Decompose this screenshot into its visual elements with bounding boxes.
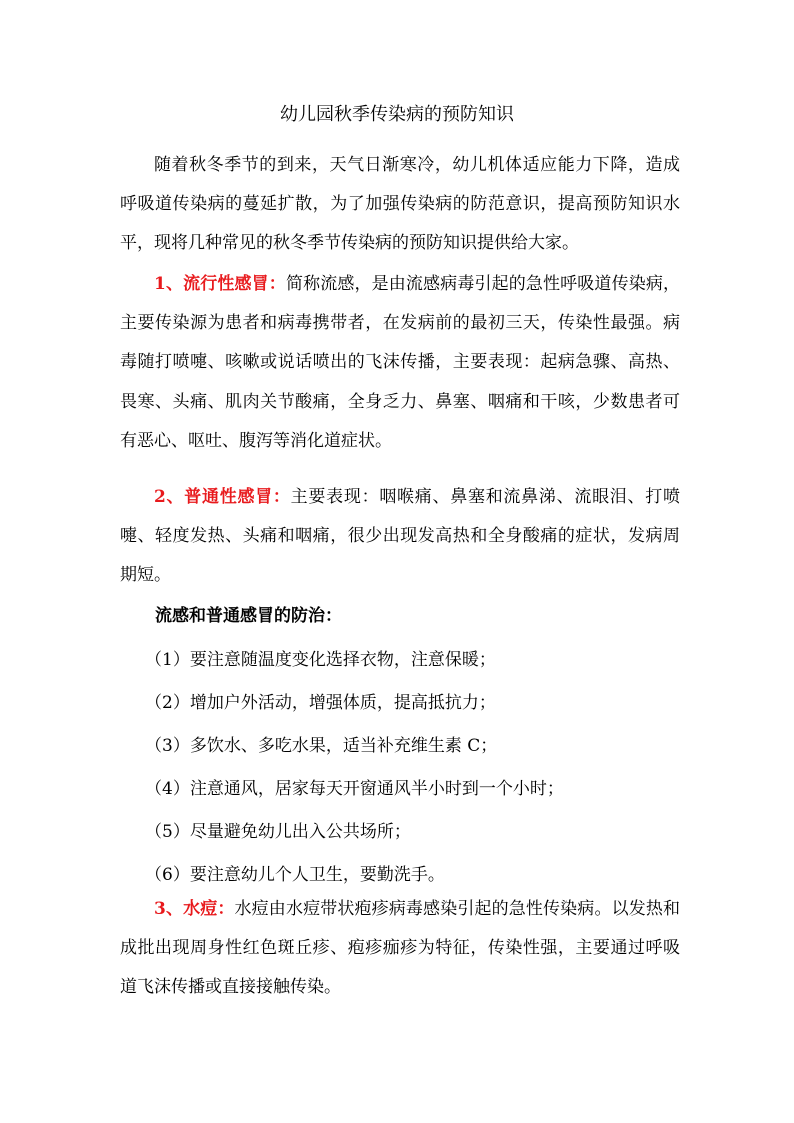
list-item: （3）多饮水、多吃水果，适当补充维生素 C；: [145, 736, 498, 756]
section-body: 简称流感，是由流感病毒引起的急性呼吸道传染病，主要传染源为患者和病毒携带者，在发病前的最初三天，传染性最强。病毒随打喷嚏、咳嗽或说话喷出的飞沫传播，主要表现：起病急骤、高热、畏寒、头痛、肌肉关节酸痛，全身乏力、鼻塞、咽痛和干咳，少数患者可有恶心、呕吐、腹泻等消化道症状。: [120, 274, 680, 451]
list-item: （5）尽量避免幼儿出入公共场所；: [145, 822, 411, 842]
section-term: 2、普通性感冒：: [154, 487, 291, 507]
prevention-list: [145, 648, 564, 906]
list-item: （1）要注意随温度变化选择衣物，注意保暖；: [145, 650, 496, 670]
section-body: 水痘由水痘带状疱疹病毒感染引起的急性传染病。以发热和成批出现周身性红色斑丘疹、疱疹痂疹为特征，传染性强，主要通过呼吸道飞沫传播或直接接触传染。: [120, 899, 680, 998]
section-chickenpox: [120, 890, 680, 1008]
prevention-heading: 流感和普通感冒的防治：: [155, 606, 342, 626]
intro-paragraph: [120, 146, 680, 264]
section-common-cold: [120, 478, 680, 596]
section-term: 3、水痘：: [154, 899, 235, 919]
document-title: 幼儿园秋季传染病的预防知识: [280, 104, 514, 125]
list-item: （2）增加户外活动，增强体质，提高抵抗力；: [145, 693, 496, 713]
section-influenza: [120, 265, 680, 461]
section-body: 主要表现：咽喉痛、鼻塞和流鼻涕、流眼泪、打喷嚏、轻度发热、头痛和咽痛，很少出现发高热和全身酸痛的症状，发病周期短。: [120, 487, 680, 586]
section-term: 1、流行性感冒：: [154, 274, 286, 294]
intro-text: 随着秋冬季节的到来，天气日渐寒冷，幼儿机体适应能力下降，造成呼吸道传染病的蔓延扩散，为了加强传染病的防范意识，提高预防知识水平，现将几种常见的秋冬季节传染病的预防知识提供给大家。: [120, 155, 680, 254]
list-item: （6）要注意幼儿个人卫生，要勤洗手。: [145, 865, 445, 885]
list-item: （4）注意通风，居家每天开窗通风半小时到一个小时；: [145, 779, 564, 799]
